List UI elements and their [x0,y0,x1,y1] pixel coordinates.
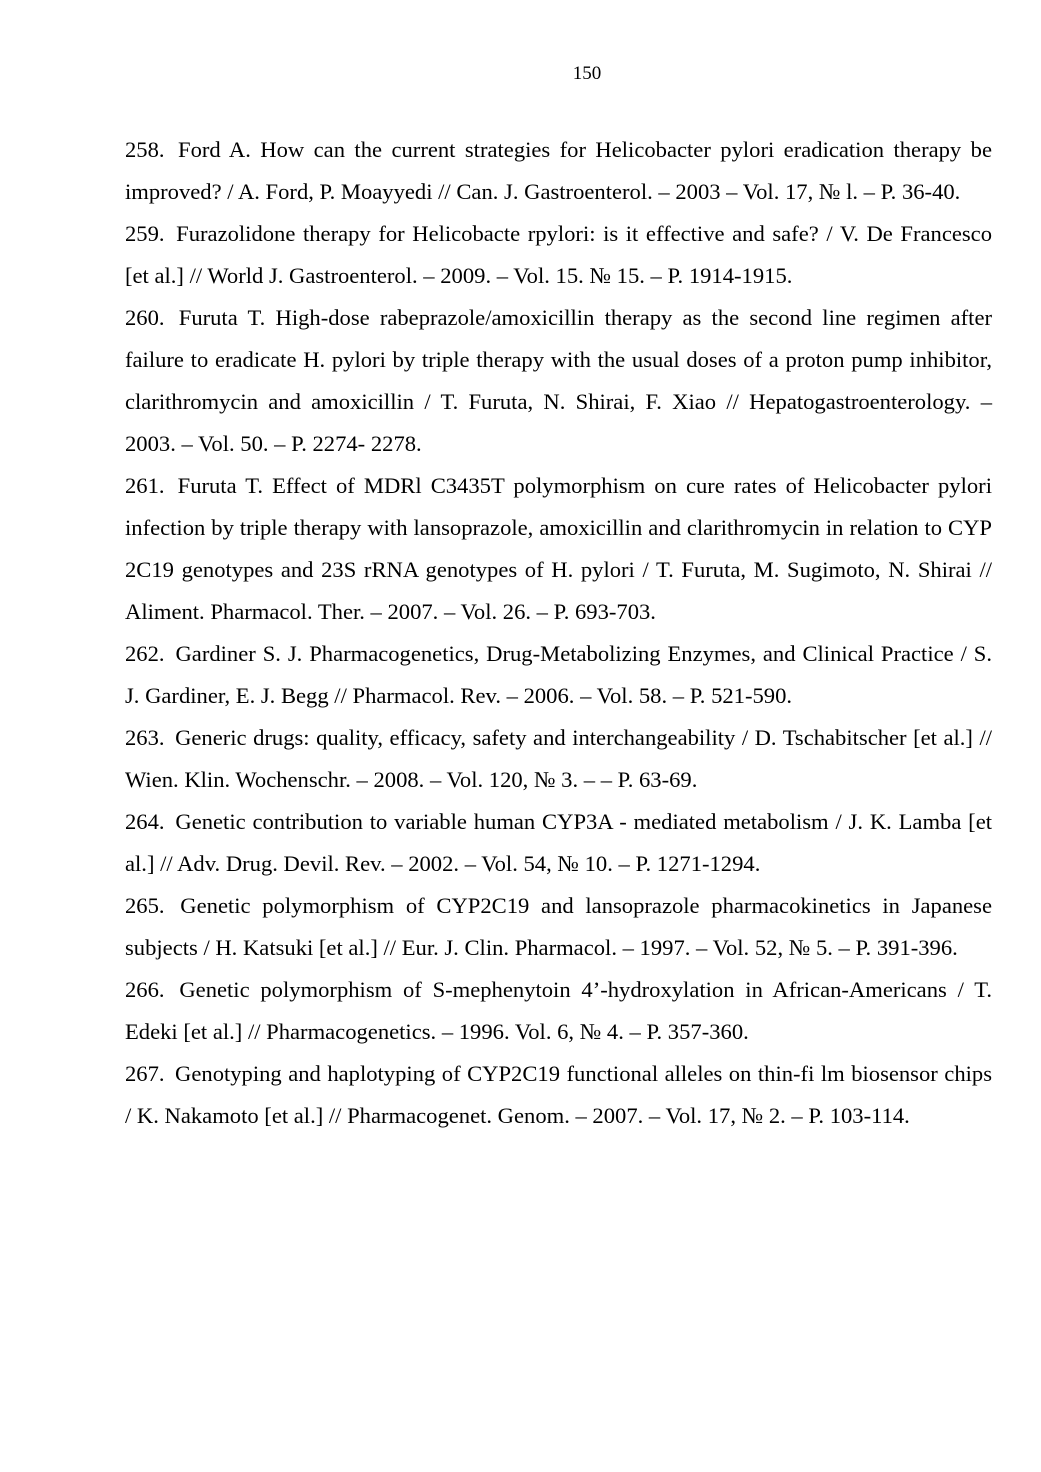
reference-text: Generic drugs: quality, efficacy, safety and interchangeability / D. Tschabitscher [et al.] // Wien. Klin. Wochenschr. – 2008. – Vol. 120, № 3. – – P. 63-69. [125,725,993,792]
reference-number: 259. [125,221,165,246]
reference-text: Furuta T. High-dose rabeprazole/amoxicillin therapy as the second line regimen after failure to eradicate H. pylori by triple therapy with the usual doses of a proton pump inhibitor, clarithromycin and amoxicillin / T. Furuta, N. Shirai, F. Xiao // Hepatogastroenterology. – 2003. – Vol. 50. – P. 2274- 2278. [125,305,992,456]
reference-text: Ford A. How can the current strategies for Helicobacter pylori eradication therapy be improved? / A. Ford, P. Moayyedi // Can. J. Gastroenterol. – 2003 – Vol. 17, № l. – P. 36-40. [125,137,992,204]
reference-number: 262. [125,641,165,666]
reference-text: Genetic polymorphism of CYP2C19 and lansoprazole pharmacokinetics in Japanese subjects / H. Katsuki [et al.] // Eur. J. Clin. Pharmacol. – 1997. – Vol. 52, № 5. – P. 391-396. [125,893,992,960]
reference-list [125,129,992,1137]
reference-number: 265. [125,893,165,918]
reference-text: Furuta T. Effect of MDRl C3435T polymorphism on cure rates of Helicobacter pylori infection by triple therapy with lansoprazole, amoxicillin and clarithromycin in relation to CYP 2C19 genotypes and 23S rRNA genotypes of H. pylori / T. Furuta, M. Sugimoto, N. Shirai // Aliment. Pharmacol. Ther. – 2007. – Vol. 26. – P. 693-703. [125,473,992,624]
reference-item [125,717,992,801]
reference-number: 258. [125,137,165,162]
reference-item [125,213,992,297]
reference-number: 260. [125,305,165,330]
reference-number: 267. [125,1061,165,1086]
reference-item [125,801,992,885]
reference-item [125,633,992,717]
reference-item [125,465,992,633]
page-number: 150 [572,63,602,84]
reference-number: 263. [125,725,165,750]
reference-number: 266. [125,977,165,1002]
reference-text: Furazolidone therapy for Helicobacte rpylori: is it effective and safe? / V. De Francesco [et al.] // World J. Gastroenterol. – 2009. – Vol. 15. № 15. – P. 1914-1915. [125,221,992,288]
reference-text: Genetic polymorphism of S-mephenytoin 4’-hydroxylation in African-Americans / T. Edeki [et al.] // Pharmacogenetics. – 1996. Vol. 6, № 4. – P. 357-360. [125,977,993,1044]
reference-text: Genotyping and haplotyping of CYP2C19 functional alleles on thin-fi lm biosensor chips / K. Nakamoto [et al.] // Pharmacogenet. Genom. – 2007. – Vol. 17, № 2. – P. 103-114. [125,1061,992,1128]
reference-text: Genetic contribution to variable human CYP3A - mediated metabolism / J. K. Lamba [et al.] // Adv. Drug. Devil. Rev. – 2002. – Vol. 54, № 10. – P. 1271-1294. [125,809,993,876]
reference-number: 261. [125,473,165,498]
reference-number: 264. [125,809,165,834]
reference-item [125,129,992,213]
reference-item [125,297,992,465]
reference-item [125,1053,992,1137]
reference-text: Gardiner S. J. Pharmacogenetics, Drug-Metabolizing Enzymes, and Clinical Practice / S. J. Gardiner, E. J. Begg // Pharmacol. Rev. – 2006. – Vol. 58. – P. 521-590. [125,641,992,708]
reference-item [125,969,992,1053]
reference-item [125,885,992,969]
